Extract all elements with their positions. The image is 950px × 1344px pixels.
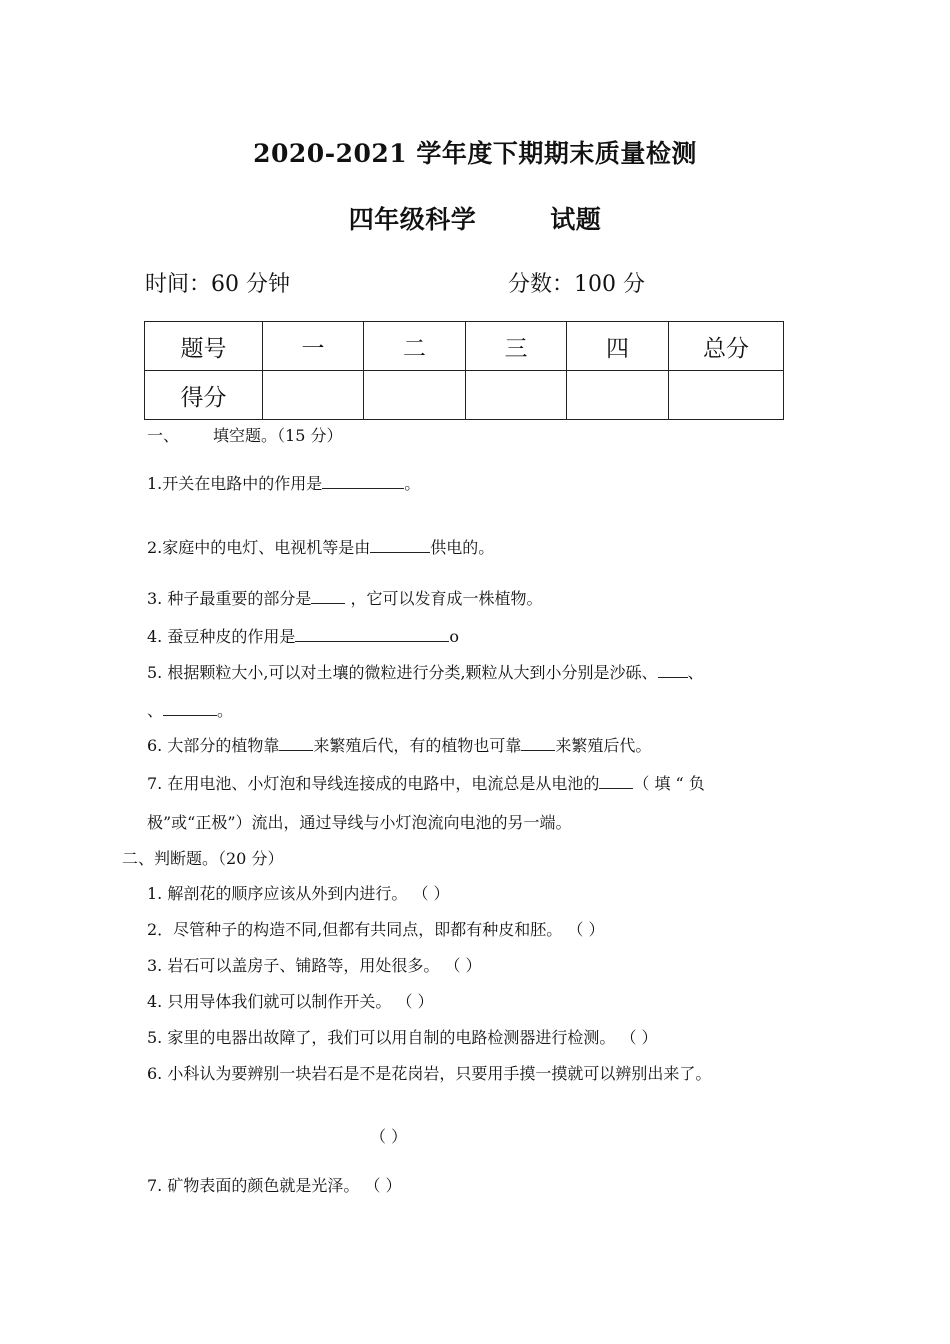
answer-blank[interactable] <box>322 474 404 489</box>
question-text: 7. 在用电池、小灯泡和导线连接成的电路中，电流总是从电池的 <box>147 774 600 793</box>
score-cell[interactable] <box>466 371 567 420</box>
score-table-header-cell: 二 <box>364 322 466 371</box>
paper-label: 试题 <box>550 205 602 234</box>
question-text: 。 <box>404 474 421 493</box>
judge-question-3: 3. 岩石可以盖房子、铺路等，用处很多。 （ ） <box>147 956 482 975</box>
question-text: 5. 根据颗粒大小,可以对土壤的微粒进行分类,颗粒从大到小分别是沙砾、 <box>147 663 658 682</box>
time-info: 时间：60 分钟 <box>145 272 290 297</box>
fill-question-7 <box>147 771 705 794</box>
section1-heading <box>147 423 342 446</box>
fill-question-3 <box>147 586 542 609</box>
question-text: 来繁殖后代。 <box>555 736 652 755</box>
judge-question-2: 2．尽管种子的构造不同,但都有共同点，即都有种皮和胚。 （ ） <box>147 920 605 939</box>
score-cell[interactable] <box>567 371 669 420</box>
answer-blank[interactable] <box>311 589 345 604</box>
section1-title: 填空题。（15 分） <box>213 426 343 445</box>
judge-question-7: 7. 矿物表面的颜色就是光泽。 （ ） <box>147 1176 402 1195</box>
question-text: 、 <box>147 701 164 720</box>
judge-question-4: 4. 只用导体我们就可以制作开关。 （ ） <box>147 992 434 1011</box>
judge-question-6: 6. 小科认为要辨别一块岩石是不是花岗岩，只要用手摸一摸就可以辨别出来了。 <box>147 1064 712 1083</box>
question-text: 1.开关在电路中的作用是 <box>147 474 323 493</box>
question-text: 4. 蚕豆种皮的作用是 <box>147 627 296 646</box>
question-text: （ 填 “ 负 <box>633 774 705 793</box>
answer-blank[interactable] <box>295 627 449 642</box>
question-text: 3. 种子最重要的部分是 <box>147 589 312 608</box>
question-text: ，它可以发育成一株植物。 <box>345 589 543 608</box>
answer-blank[interactable] <box>370 538 430 553</box>
section1-number: 一、 <box>147 426 180 445</box>
score-table-score-row <box>145 371 784 420</box>
judge-question-5: 5. 家里的电器出故障了，我们可以用自制的电路检测器进行检测。 （ ） <box>147 1028 658 1047</box>
fill-question-2 <box>147 535 494 558</box>
question-text: 、 <box>687 663 704 682</box>
subject-name: 四年级科学 <box>348 205 477 234</box>
score-table-header-cell: 四 <box>567 322 669 371</box>
question-text: 来繁殖后代，有的植物也可靠 <box>313 736 522 755</box>
score-cell[interactable] <box>263 371 364 420</box>
score-cell[interactable] <box>364 371 466 420</box>
score-table <box>144 321 784 420</box>
exam-subtitle <box>0 200 950 236</box>
judge-question-1: 1. 解剖花的顺序应该从外到内进行。 （ ） <box>147 884 450 903</box>
fill-question-7-line2: 极”或“正极”）流出，通过导线与小灯泡流向电池的另一端。 <box>147 813 572 832</box>
question-text: 供电的。 <box>430 538 495 557</box>
question-text: 6. 大部分的植物靠 <box>147 736 280 755</box>
section2-heading: 二、判断题。（20 分） <box>122 849 284 868</box>
score-table-header-cell: 题号 <box>145 322 263 371</box>
judge-question-6-bracket: （ ） <box>370 1127 408 1146</box>
fill-question-4 <box>147 624 459 647</box>
score-table-header-cell: 三 <box>466 322 567 371</box>
exam-title: 2020-2021 学年度下期期末质量检测 <box>253 139 697 168</box>
fill-question-5 <box>147 660 704 683</box>
fill-question-5-line2 <box>147 698 233 721</box>
answer-blank[interactable] <box>163 701 217 716</box>
fill-question-1 <box>147 471 420 494</box>
score-row-label: 得分 <box>145 371 263 420</box>
answer-blank[interactable] <box>599 774 633 789</box>
answer-blank[interactable] <box>279 736 313 751</box>
question-text: 。 <box>217 701 234 720</box>
answer-blank[interactable] <box>658 663 688 678</box>
answer-blank[interactable] <box>521 736 555 751</box>
question-text: o <box>449 627 459 646</box>
score-table-header-cell: 一 <box>263 322 364 371</box>
fill-question-6 <box>147 733 651 756</box>
question-text: 2.家庭中的电灯、电视机等是由 <box>147 538 371 557</box>
score-table-header-row <box>145 322 784 371</box>
score-cell[interactable] <box>669 371 784 420</box>
score-table-header-cell: 总分 <box>669 322 784 371</box>
total-score-info: 分数：100 分 <box>508 272 645 297</box>
